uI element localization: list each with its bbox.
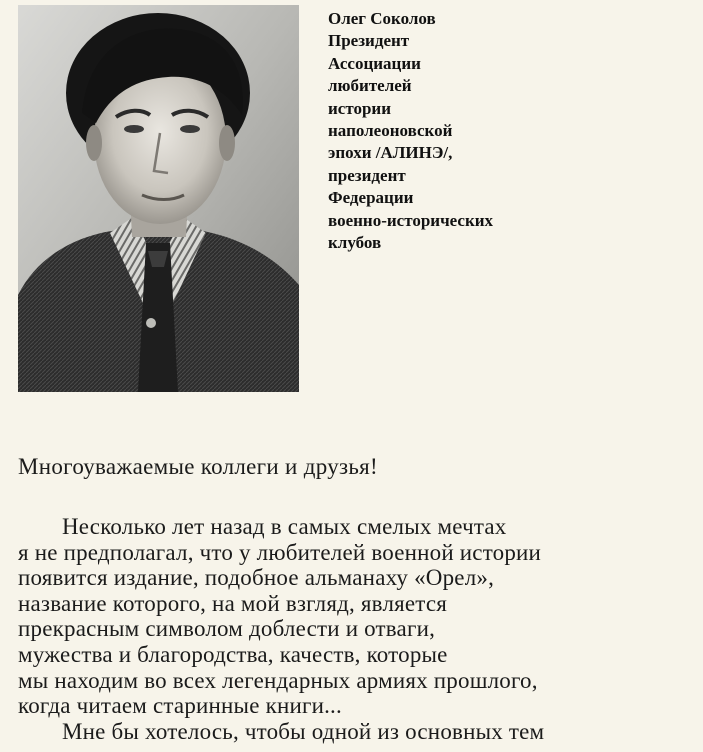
greeting-heading: Многоуважаемые коллеги и друзья! (18, 454, 379, 479)
body-line: мужества и благородства, качеств, которые (18, 641, 448, 667)
body-line: название которого, на мой взгляд, является (18, 590, 448, 616)
caption-line: наполеоновской (328, 121, 453, 141)
body-line: Несколько лет назад в самых смелых мечтах (62, 514, 507, 539)
caption-line: Президент (328, 31, 410, 51)
body-line: Мне бы хотелось, чтобы одной из основных тем (62, 718, 545, 744)
body-line: прекрасным символом доблести и отваги, (18, 616, 436, 642)
caption-line: Ассоциации (328, 53, 421, 73)
caption-line: президент (328, 165, 406, 185)
body-line: когда читаем старинные книги... (18, 693, 342, 719)
portrait-illustration (18, 5, 299, 392)
caption-line: Федерации (328, 188, 414, 208)
caption-line: клубов (328, 233, 382, 253)
caption-line: эпохи /АЛИНЭ/, (328, 143, 453, 163)
caption-line: военно-исторических (328, 210, 494, 230)
body-line: появится издание, подобное альманаху «Орел», (18, 565, 495, 591)
body-line: я не предполагал, что у любителей военной истории (18, 539, 542, 565)
body-line: мы находим во всех легендарных армиях прошлого, (18, 667, 538, 693)
letter-body (18, 514, 703, 744)
portrait-photo (18, 5, 299, 392)
author-caption (328, 8, 688, 254)
caption-line: любителей (328, 76, 412, 96)
caption-line-name: Олег Соколов (328, 9, 436, 28)
caption-line: истории (328, 98, 392, 118)
